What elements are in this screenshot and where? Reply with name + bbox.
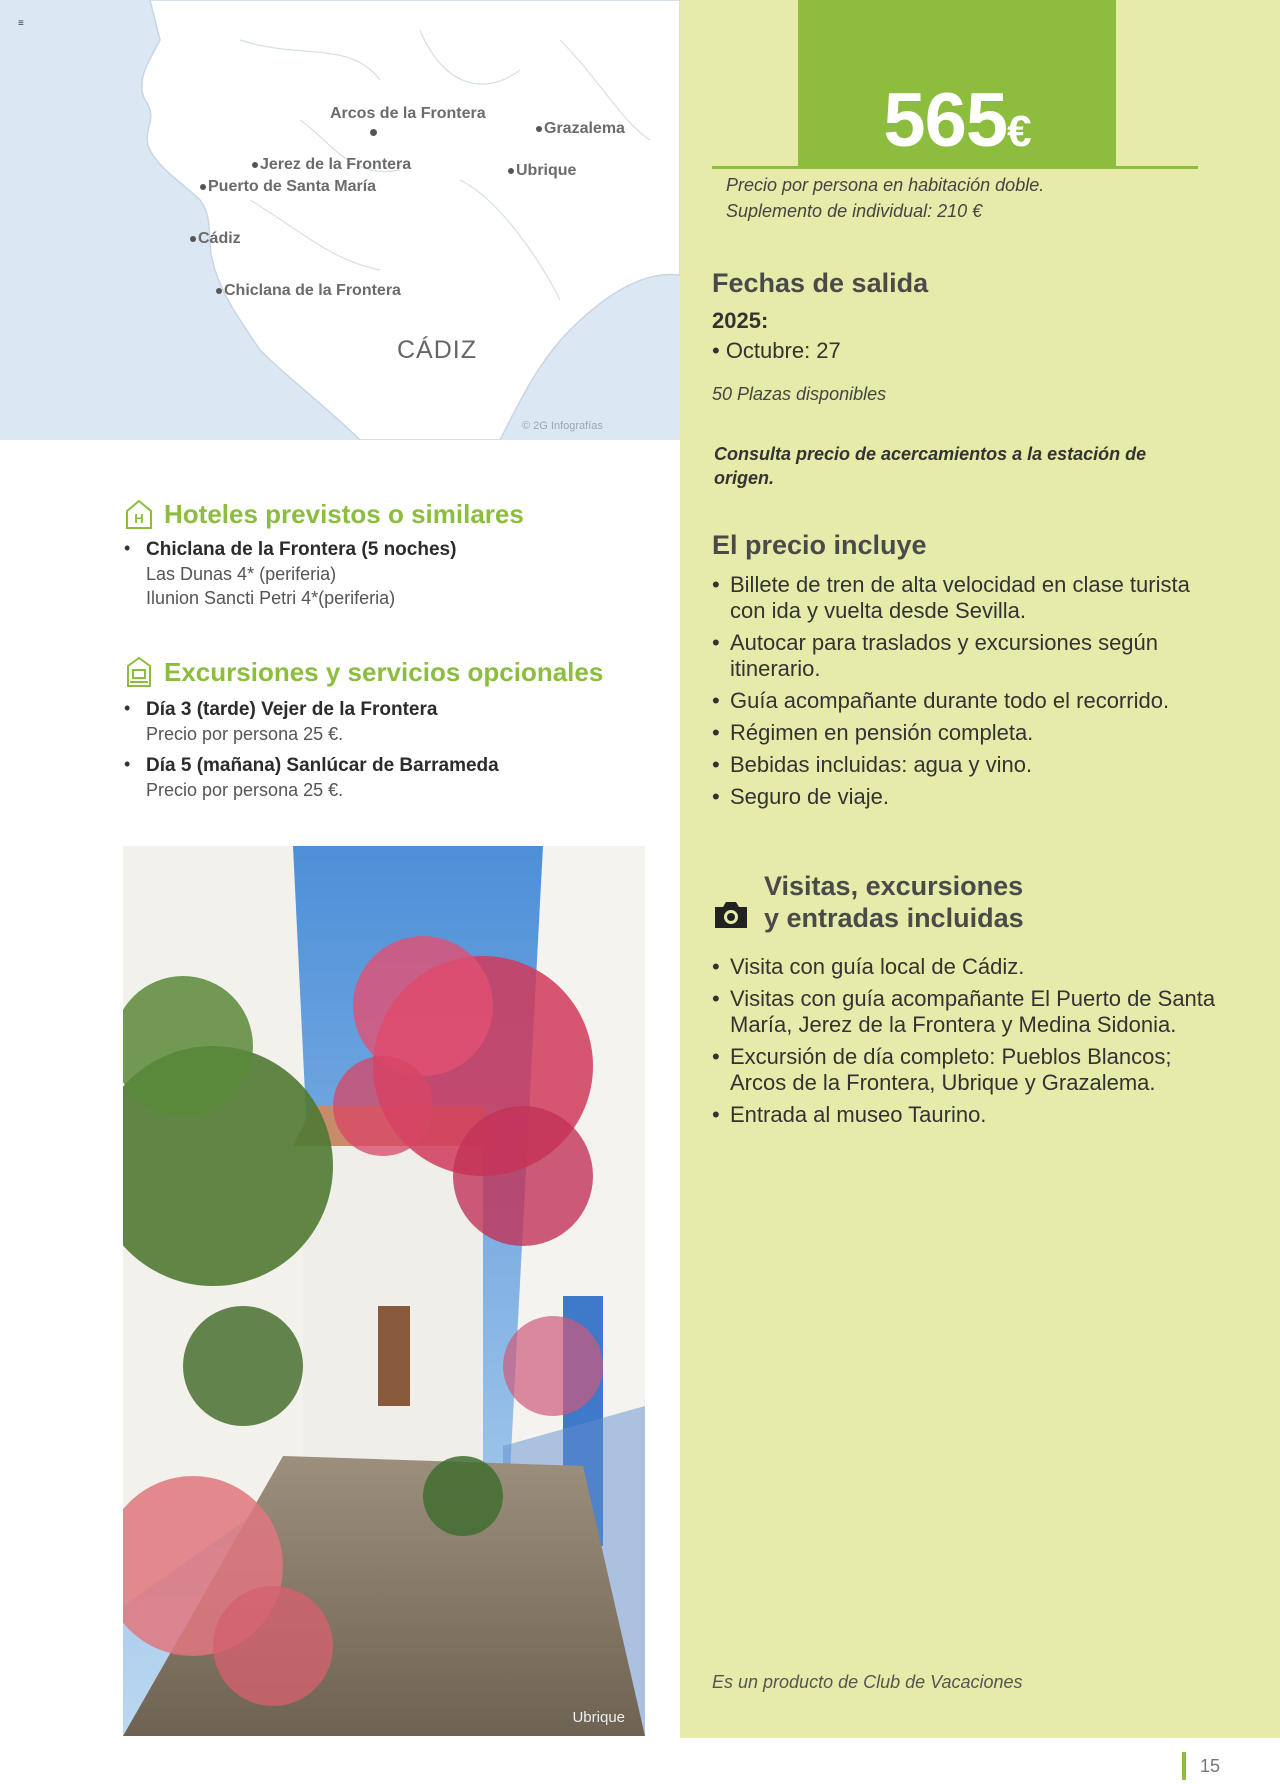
departures-title: Fechas de salida	[712, 268, 929, 298]
list-item: • Autocar para traslados y excursiones según itinerario.	[712, 630, 1212, 682]
excursion-price: Precio por persona 25 €.	[146, 724, 344, 744]
hotels-title: Hoteles previstos o similares	[164, 498, 524, 529]
hotel-icon	[124, 498, 154, 530]
visits-title: Visitas, excursiones y entradas incluidas	[764, 871, 1024, 933]
optional-list	[124, 698, 664, 810]
list-item: • Visitas con guía acompañante El Puerto de Santa María, Jerez de la Frontera y Medina Sidonia.	[712, 986, 1232, 1038]
map-dot	[508, 168, 514, 174]
hotels-heading	[124, 498, 524, 530]
map-dot	[536, 126, 542, 132]
map-city-grazalema: Grazalema	[536, 120, 625, 138]
map-land-shape	[0, 0, 680, 440]
svg-text:H: H	[134, 511, 144, 526]
hotel-place: • Chiclana de la Frontera (5 noches)	[146, 539, 457, 560]
map-dot	[190, 236, 196, 242]
map-corner-mark: ≡	[18, 18, 24, 29]
price-divider	[712, 166, 1198, 169]
list-item: • Visita con guía local de Cádiz.	[712, 954, 1232, 980]
list-item: • Excursión de día completo: Pueblos Blancos; Arcos de la Frontera, Ubrique y Grazalema.	[712, 1044, 1232, 1096]
producer-note: Es un producto de Club de Vacaciones	[712, 1672, 1023, 1692]
approach-note: Consulta precio de acercamientos a la estación de origen.	[714, 444, 1147, 488]
list-item: • Régimen en pensión completa.	[712, 720, 1212, 746]
list-item: • Bebidas incluidas: agua y vino.	[712, 752, 1212, 778]
list-item	[124, 754, 664, 802]
map-city-chiclana: Chiclana de la Frontera	[216, 282, 401, 300]
excursion-price: Precio por persona 25 €.	[146, 780, 344, 800]
map-credit: © 2G Infografías	[522, 420, 603, 432]
map-dot	[200, 184, 206, 190]
photo-illustration	[123, 846, 645, 1736]
map-city-puerto: Puerto de Santa María	[200, 178, 376, 196]
seats-available: 50 Plazas disponibles	[712, 384, 887, 404]
includes-list	[712, 572, 1212, 816]
hotels-list	[124, 538, 644, 618]
hotel-name: Las Dunas 4* (periferia)	[146, 564, 337, 584]
map-dot	[370, 129, 377, 136]
map-dot	[216, 288, 222, 294]
list-item: • Billete de tren de alta velocidad en clase turista con ida y vuelta desde Sevilla.	[712, 572, 1212, 624]
town-street-photo	[123, 846, 645, 1736]
camera-icon	[712, 897, 750, 931]
visits-heading	[712, 870, 1024, 934]
photo-caption: Ubrique	[572, 1709, 625, 1726]
list-item	[124, 698, 664, 746]
list-item: • Guía acompañante durante todo el recorrido.	[712, 688, 1212, 714]
departures-year: 2025:	[712, 308, 769, 333]
map-province-label: CÁDIZ	[397, 336, 477, 364]
price-amount: 565€	[883, 78, 1031, 163]
hotel-name: Ilunion Sancti Petri 4*(periferia)	[146, 588, 396, 608]
info-panel	[680, 0, 1280, 1738]
list-item: • Seguro de viaje.	[712, 784, 1212, 810]
map-city-cadiz: Cádiz	[190, 230, 241, 248]
departures-date: • Octubre: 27	[712, 338, 841, 363]
list-item	[124, 538, 644, 610]
region-map	[0, 0, 680, 440]
map-city-arcos: Arcos de la Frontera	[330, 105, 486, 123]
visits-list	[712, 954, 1232, 1134]
map-dot	[252, 162, 258, 168]
excursion-icon	[124, 656, 154, 688]
page-number: 15	[1182, 1752, 1220, 1780]
optional-heading	[124, 656, 603, 688]
optional-title: Excursiones y servicios opcionales	[164, 656, 604, 687]
price-box	[798, 0, 1116, 168]
includes-title: El precio incluye	[712, 530, 927, 560]
price-note: Precio por persona en habitación doble. Suplemento de individual: 210 €	[726, 175, 1045, 221]
map-city-ubrique: Ubrique	[508, 162, 576, 180]
list-item: • Entrada al museo Taurino.	[712, 1102, 1232, 1128]
excursion-name: • Día 3 (tarde) Vejer de la Frontera	[146, 699, 438, 720]
excursion-name: • Día 5 (mañana) Sanlúcar de Barrameda	[146, 755, 499, 776]
map-city-jerez: Jerez de la Frontera	[252, 156, 411, 174]
